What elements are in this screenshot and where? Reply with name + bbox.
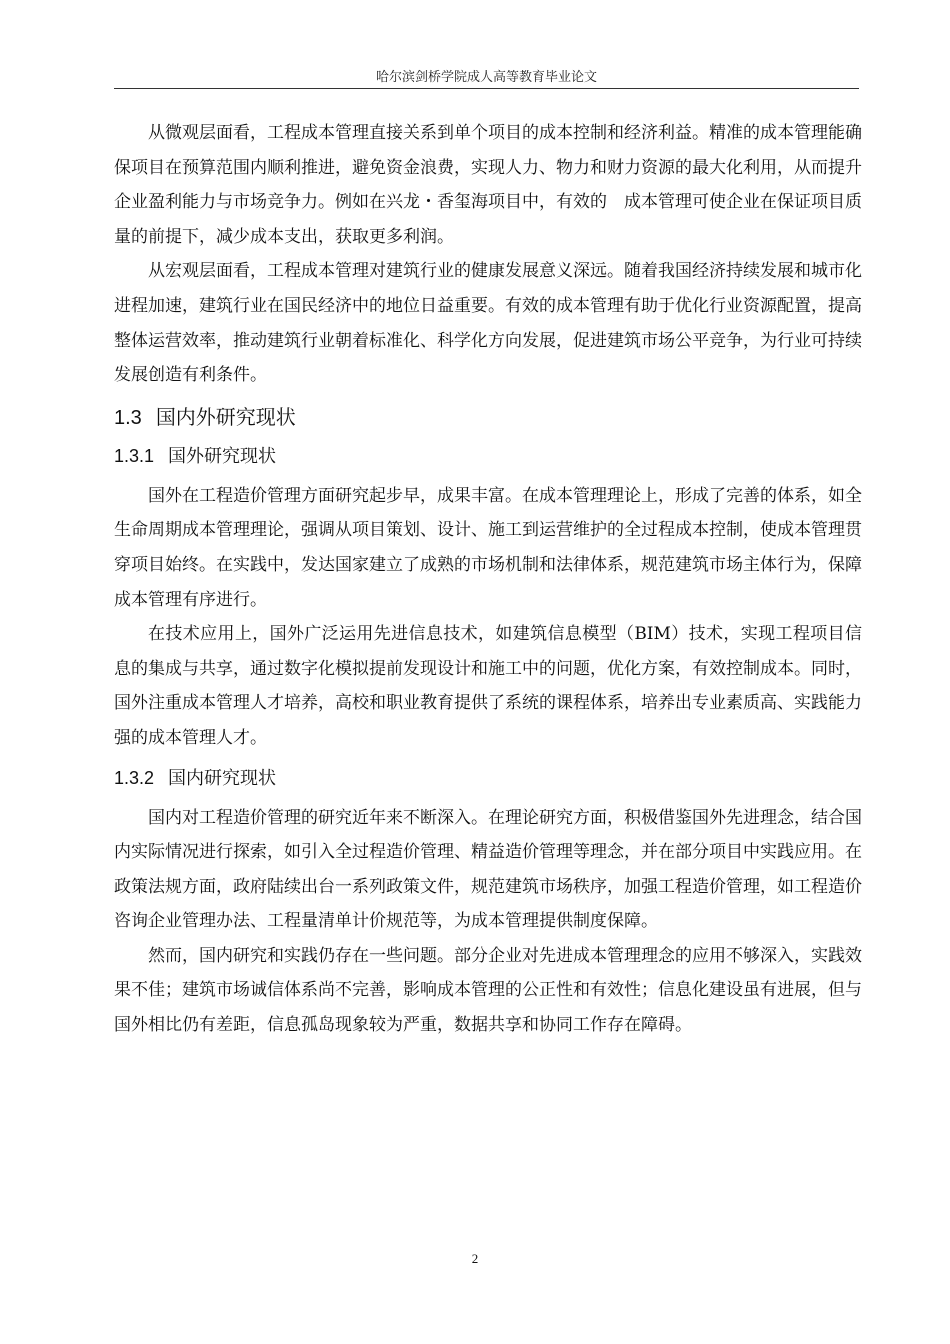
subsection-number: 1.3.2 xyxy=(114,767,155,788)
paragraph: 从宏观层面看，工程成本管理对建筑行业的健康发展意义深远。随着我国经济持续发展和城市化进程加速，建筑行业在国民经济中的地位日益重要。有效的成本管理有助于优化行业资源配置，提高整体运营效率，推动建筑行业朝着标准化、科学化方向发展，促进建筑市场公平竞争，为行业可持续发展创造有利条件。 xyxy=(114,261,862,386)
paragraph: 从微观层面看，工程成本管理直接关系到单个项目的成本控制和经济利益。精准的成本管理能确保项目在预算范围内顺利推进，避免资金浪费，实现人力、物力和财力资源的最大化利用，从而提升企业盈利能力与市场竞争力。例如在兴龙・香玺海项目中，有效的 成本管理可使企业在保证项目质量的前提下，减少成本支出，获取更多利润。 xyxy=(114,123,862,247)
paragraph: 国内对工程造价管理的研究近年来不断深入。在理论研究方面，积极借鉴国外先进理念，结合国内实际情况进行探索，如引入全过程造价管理、精益造价管理等理念，并在部分项目中实践应用。在政策法规方面，政府陆续出台一系列政策文件，规范建筑市场秩序，加强工程造价管理，如工程造价咨询企业管理办法、工程量清单计价规范等，为成本管理提供制度保障。 xyxy=(114,807,862,932)
subsection-number: 1.3.1 xyxy=(114,445,155,466)
subsection-heading xyxy=(114,440,862,473)
section-title: 国内外研究现状 xyxy=(155,404,296,429)
paragraph: 然而，国内研究和实践仍存在一些问题。部分企业对先进成本管理理念的应用不够深入，实践效果不佳；建筑市场诚信体系尚不完善，影响成本管理的公正性和有效性；信息化建设虽有进展，但与国外相比仍有差距，信息孤岛现象较为严重，数据共享和协同工作存在障碍。 xyxy=(114,945,862,1036)
subsection-title: 国外研究现状 xyxy=(168,445,277,467)
section-heading xyxy=(114,401,862,434)
document-body xyxy=(114,116,862,1043)
header-divider xyxy=(114,88,859,89)
page-number: 2 xyxy=(471,1251,479,1266)
paragraph: 国外在工程造价管理方面研究起步早，成果丰富。在成本管理理论上，形成了完善的体系，如全生命周期成本管理理论，强调从项目策划、设计、施工到运营维护的全过程成本控制，使成本管理贯穿项目始终。在实践中，发达国家建立了成熟的市场机制和法律体系，规范建筑市场主体行为，保障成本管理有序进行。 xyxy=(114,485,862,610)
section-number: 1.3 xyxy=(114,406,142,429)
page-header: 哈尔滨剑桥学院成人高等教育毕业论文 xyxy=(375,70,597,85)
subsection-heading xyxy=(114,762,862,795)
subsection-title: 国内研究现状 xyxy=(168,767,277,789)
paragraph: 在技术应用上，国外广泛运用先进信息技术，如建筑信息模型（BIM）技术，实现工程项目信息的集成与共享，通过数字化模拟提前发现设计和施工中的问题，优化方案，有效控制成本。同时，国外注重成本管理人才培养，高校和职业教育提供了系统的课程体系，培养出专业素质高、实践能力强的成本管理人才。 xyxy=(114,624,862,748)
